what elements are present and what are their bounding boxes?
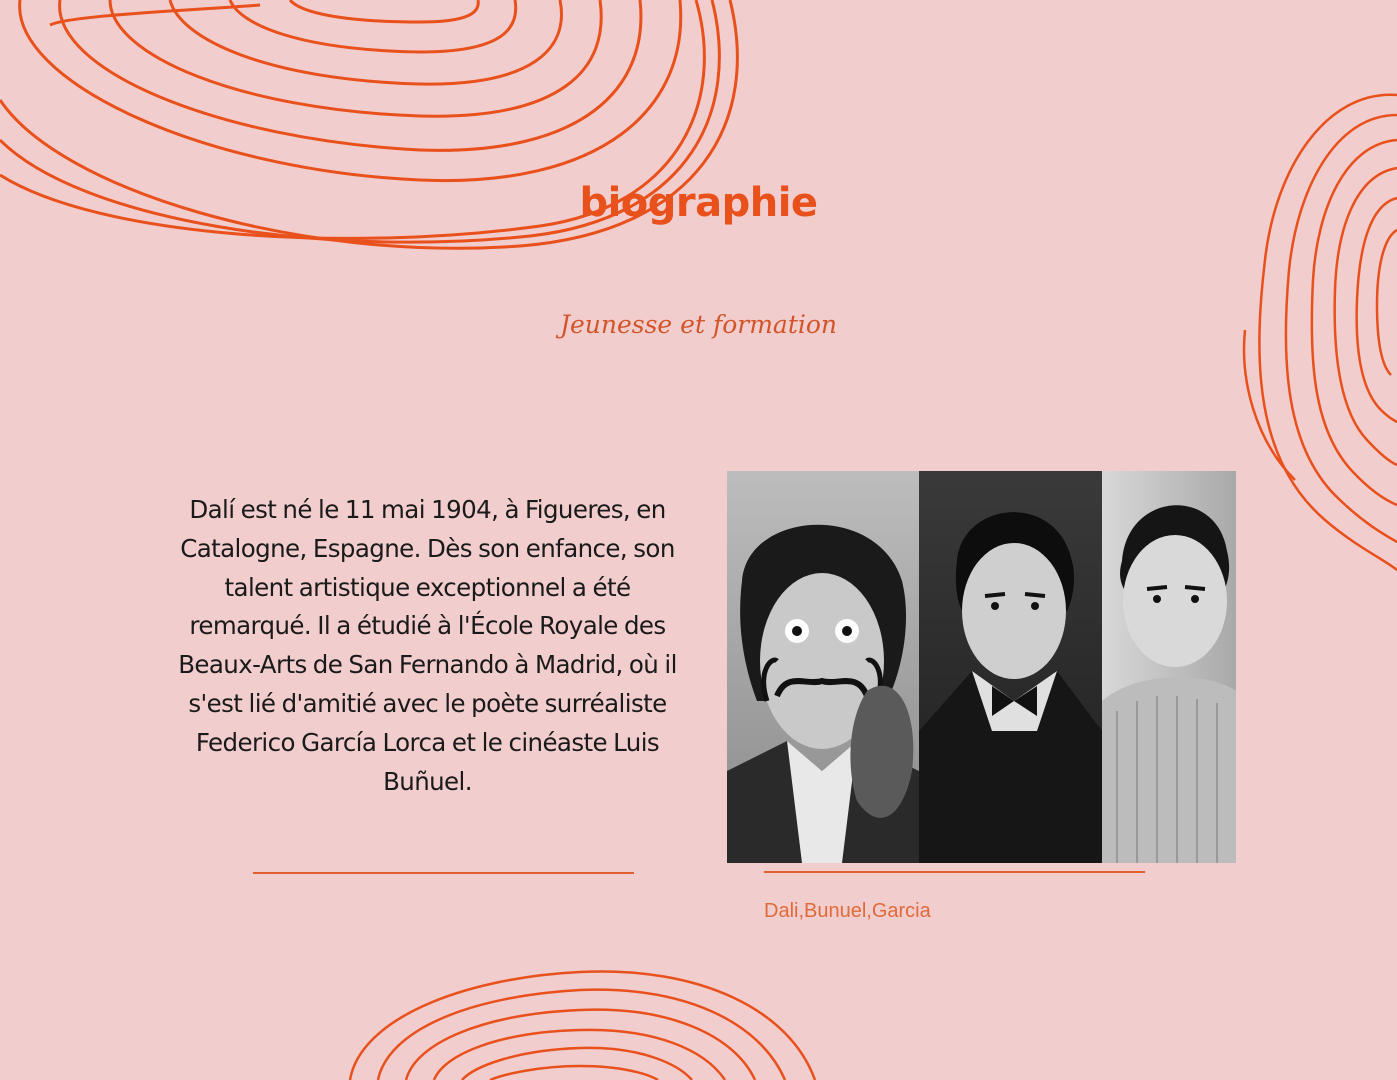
text-divider	[253, 872, 634, 874]
swirl-decoration-bottom-icon	[340, 960, 820, 1080]
swirl-decoration-top-left-icon	[0, 0, 760, 270]
photo-divider	[764, 871, 1145, 873]
photo-caption: Dali,Bunuel,Garcia	[764, 900, 931, 922]
section-subtitle: Jeunesse et formation	[559, 310, 838, 339]
page-title: biographie	[579, 180, 818, 226]
biography-text: Dalí est né le 11 mai 1904, à Figueres, en Catalogne, Espagne. Dès son enfance, son talent artistique exceptionnel a été remarqué. Il a étudié à l'École Royale des Beaux-Arts de San Fernando à Madrid, où il s'est lié d'amitié avec le poète surréaliste Federico García Lorca et le cinéaste Luis Buñuel.	[178, 495, 677, 796]
portrait-photo	[727, 471, 1236, 863]
